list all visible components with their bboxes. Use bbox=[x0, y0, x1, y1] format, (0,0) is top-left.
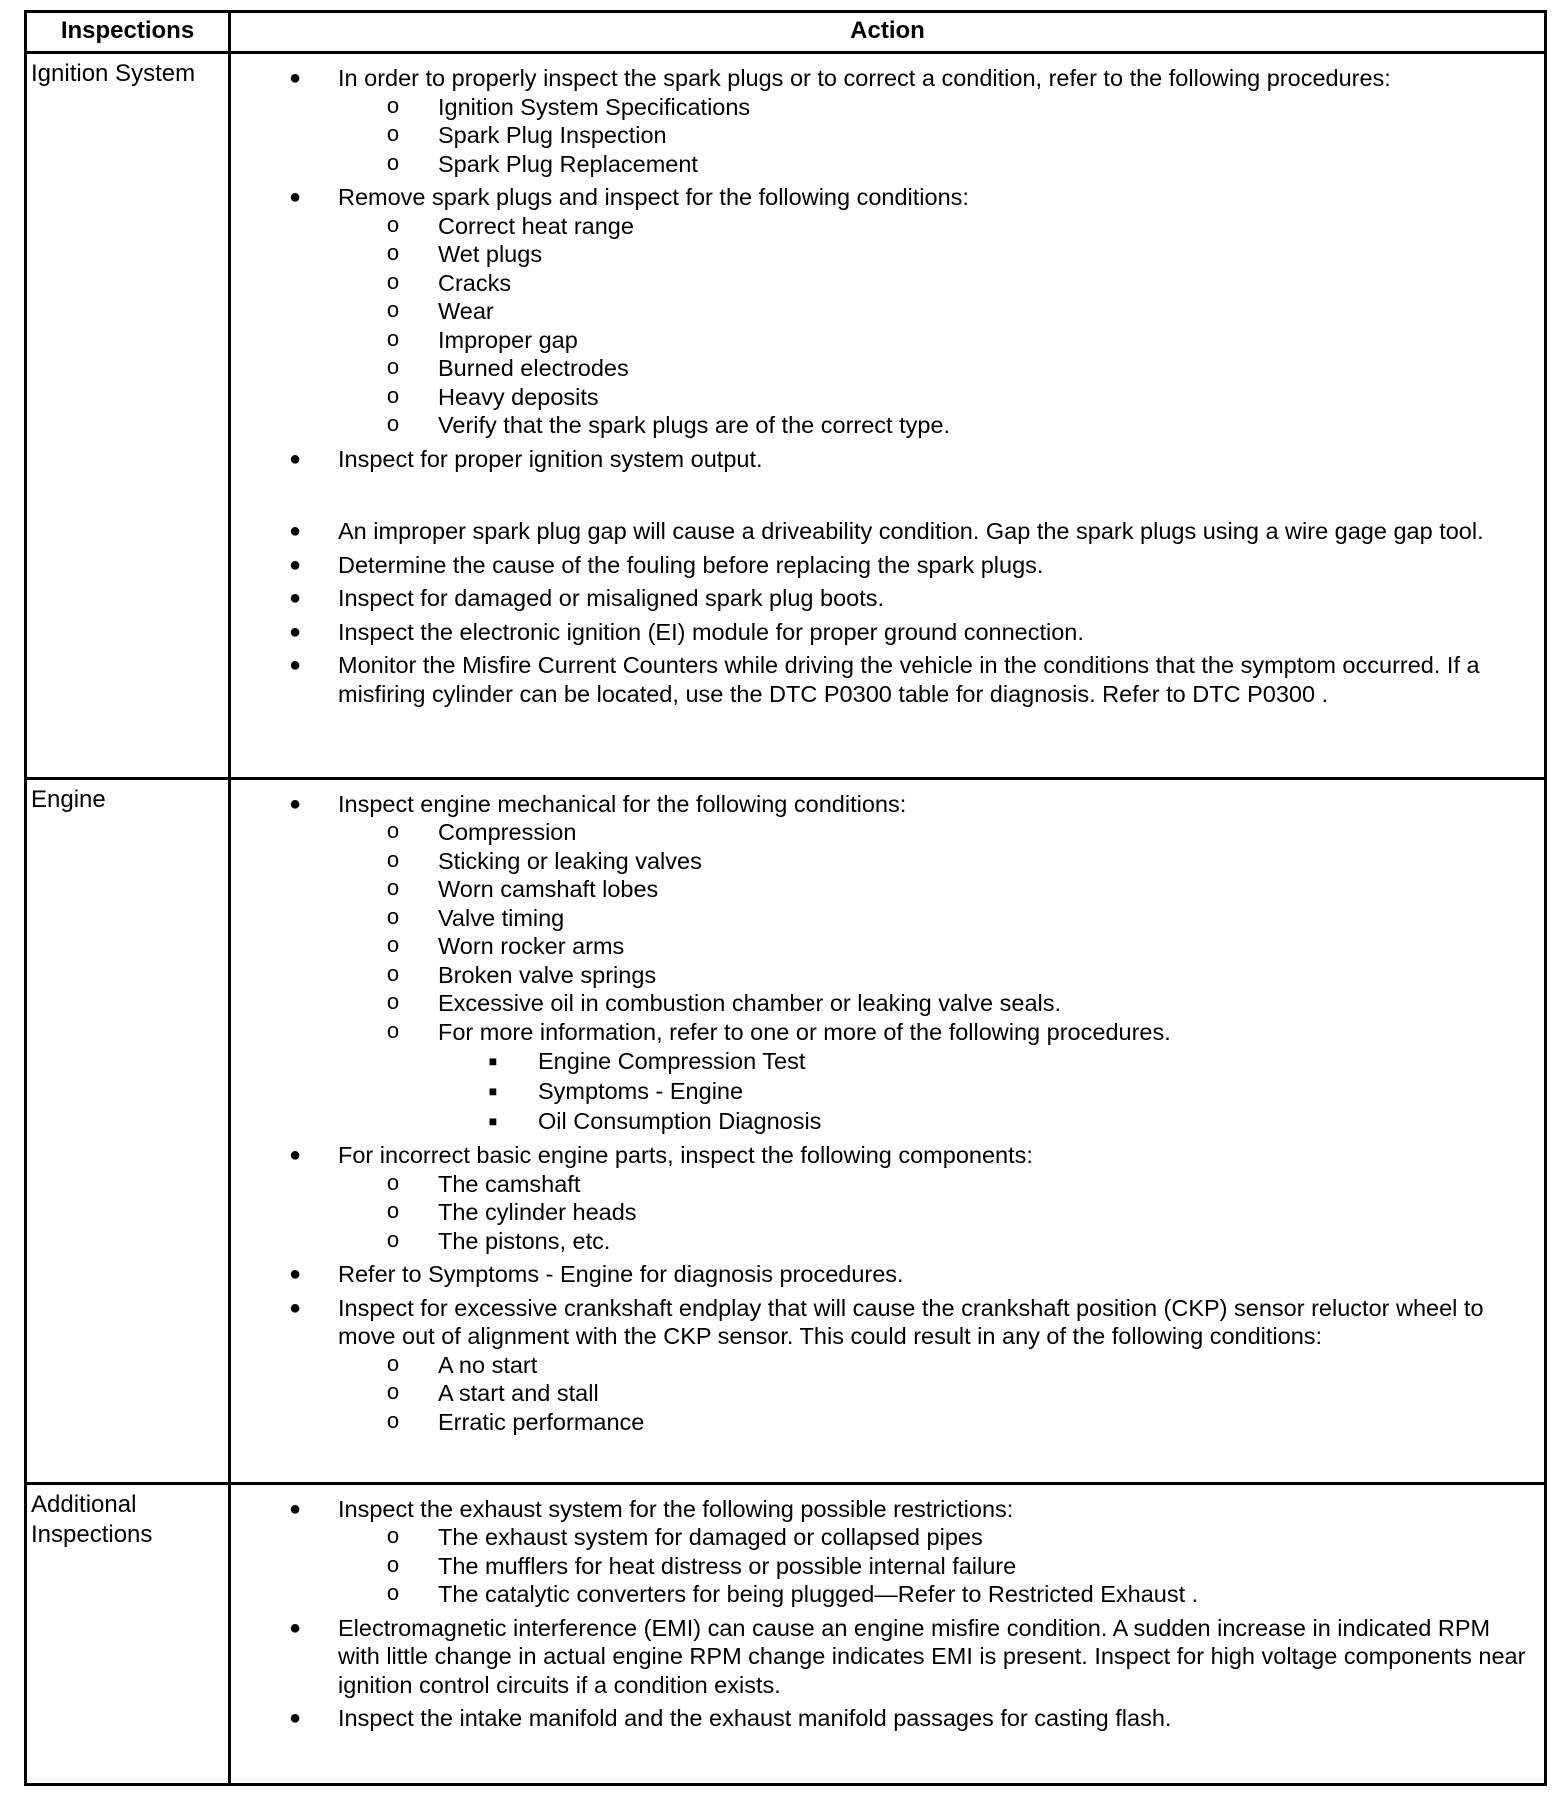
sub-item bbox=[338, 1580, 1536, 1609]
item-text: Inspect for excessive crankshaft endplay that will cause the crankshaft position (CKP) sensor reluctor wheel to move out of alignment with the CKP sensor. This could result in any of the following conditions: bbox=[338, 1294, 1484, 1349]
action-cell bbox=[230, 778, 1546, 1483]
header-row bbox=[26, 12, 1546, 53]
bullet-circle: o bbox=[386, 354, 400, 379]
sub-item bbox=[338, 326, 1536, 355]
sub-item bbox=[338, 121, 1536, 150]
bullet-square: ■ bbox=[488, 1083, 498, 1099]
sub-item-text: Broken valve springs bbox=[438, 961, 657, 988]
item-text: In order to properly inspect the spark plugs or to correct a condition, refer to the following procedures: bbox=[338, 65, 1391, 91]
bullet-disc: ● bbox=[289, 1296, 302, 1319]
item-text: Inspect the electronic ignition (EI) module for proper ground connection. bbox=[338, 618, 1084, 645]
action-list bbox=[231, 1495, 1536, 1733]
sub-item-text: Spark Plug Replacement bbox=[438, 150, 698, 177]
bullet-disc: ● bbox=[289, 1707, 302, 1730]
sub-item-text: Spark Plug Inspection bbox=[438, 122, 667, 148]
sub-list bbox=[338, 212, 1536, 440]
list-item bbox=[231, 584, 1536, 613]
header-action: Action bbox=[230, 12, 1546, 53]
bullet-circle: o bbox=[386, 1169, 400, 1195]
bullet-disc: ● bbox=[289, 1616, 302, 1639]
table-row-ignition-system bbox=[26, 53, 1546, 779]
sub-item bbox=[338, 1018, 1536, 1137]
sub-item bbox=[338, 875, 1536, 904]
sub-item-text: Sticking or leaking valves bbox=[438, 847, 702, 874]
sub-item bbox=[338, 93, 1536, 122]
sub-item bbox=[338, 1379, 1536, 1408]
action-cell bbox=[230, 53, 1546, 779]
sub-item bbox=[338, 240, 1536, 269]
sub-item bbox=[338, 961, 1536, 990]
sub-sub-item-text: Engine Compression Test bbox=[538, 1048, 806, 1074]
bullet-circle: o bbox=[386, 1523, 400, 1549]
action-list bbox=[231, 64, 1536, 708]
sub-item-text: The cylinder heads bbox=[438, 1199, 637, 1225]
sub-list bbox=[338, 93, 1536, 179]
item-text: Inspect the exhaust system for the following possible restrictions: bbox=[338, 1495, 1014, 1522]
sub-item bbox=[338, 1351, 1536, 1380]
sub-item-text: Burned electrodes bbox=[438, 355, 629, 381]
sub-list bbox=[338, 1523, 1536, 1609]
list-item bbox=[231, 1704, 1536, 1733]
item-text: An improper spark plug gap will cause a driveability condition. Gap the spark plugs using a wire gage gap tool. bbox=[338, 518, 1484, 544]
list-item bbox=[231, 1141, 1536, 1255]
sub-item bbox=[338, 1227, 1536, 1256]
sub-item bbox=[338, 411, 1536, 440]
sub-item-text: Ignition System Specifications bbox=[438, 93, 751, 120]
list-item bbox=[231, 1260, 1536, 1289]
bullet-disc: ● bbox=[289, 1497, 302, 1520]
sub-item-text: The camshaft bbox=[438, 1170, 581, 1197]
sub-item-text: Verify that the spark plugs are of the correct type. bbox=[438, 412, 951, 438]
bullet-circle: o bbox=[386, 1198, 400, 1223]
sub-list bbox=[338, 1170, 1536, 1256]
item-text: Inspect for damaged or misaligned spark plug boots. bbox=[338, 585, 885, 611]
bullet-circle: o bbox=[386, 932, 400, 957]
item-text: For incorrect basic engine parts, inspect the following components: bbox=[338, 1142, 1033, 1168]
sub-item bbox=[338, 989, 1536, 1018]
list-item bbox=[231, 64, 1536, 178]
bullet-disc: ● bbox=[289, 1263, 302, 1285]
sub-item-text: Valve timing bbox=[438, 904, 565, 931]
sub-item-text: Worn rocker arms bbox=[438, 933, 625, 959]
sub-item-text: Worn camshaft lobes bbox=[438, 876, 659, 902]
sub-item-text: Heavy deposits bbox=[438, 383, 599, 410]
sub-sub-item-text: Symptoms - Engine bbox=[538, 1078, 744, 1104]
bullet-disc: ● bbox=[289, 792, 302, 815]
action-cell bbox=[230, 1483, 1546, 1784]
bullet-disc: ● bbox=[289, 1144, 302, 1166]
sub-item-text: For more information, refer to one or more of the following procedures. bbox=[438, 1018, 1171, 1045]
sub-sub-item bbox=[438, 1046, 1536, 1076]
sub-item-text: Erratic performance bbox=[438, 1408, 645, 1435]
sub-item-text: The mufflers for heat distress or possible internal failure bbox=[438, 1552, 1017, 1579]
sub-item-text: Compression bbox=[438, 819, 577, 845]
sub-item-text: The pistons, etc. bbox=[438, 1227, 611, 1254]
list-item bbox=[231, 790, 1536, 1137]
sub-sub-item bbox=[438, 1106, 1536, 1136]
sub-item-text: Wet plugs bbox=[438, 241, 543, 267]
bullet-square: ■ bbox=[488, 1053, 498, 1069]
sub-item-text: Correct heat range bbox=[438, 212, 634, 239]
sub-sub-item-text: Oil Consumption Diagnosis bbox=[538, 1108, 822, 1134]
bullet-disc: ● bbox=[289, 587, 302, 609]
sub-item bbox=[338, 1198, 1536, 1227]
bullet-circle: o bbox=[386, 1580, 400, 1606]
bullet-disc: ● bbox=[289, 447, 302, 470]
sub-item bbox=[338, 269, 1536, 298]
bullet-circle: o bbox=[386, 1379, 400, 1404]
sub-item-text: A start and stall bbox=[438, 1380, 599, 1406]
bullet-circle: o bbox=[386, 382, 400, 408]
inspection-label: Ignition System bbox=[26, 53, 230, 779]
list-item bbox=[231, 618, 1536, 647]
item-text: Electromagnetic interference (EMI) can cause an engine misfire condition. A sudden increase in indicated RPM with little change in actual engine RPM change indicates EMI is present. Inspect for high voltage components near ignition control circuits if a condition exists. bbox=[338, 1614, 1526, 1698]
item-text: Remove spark plugs and inspect for the following conditions: bbox=[338, 184, 969, 210]
list-item bbox=[231, 651, 1536, 708]
bullet-circle: o bbox=[386, 875, 400, 900]
header-inspections: Inspections bbox=[26, 12, 230, 53]
inspection-label: Additional Inspections bbox=[26, 1483, 230, 1784]
list-item bbox=[231, 517, 1536, 546]
sub-item bbox=[338, 297, 1536, 326]
bullet-disc: ● bbox=[289, 186, 302, 208]
sub-item-text: The catalytic converters for being plugged—Refer to Restricted Exhaust . bbox=[438, 1581, 1199, 1608]
sub-item bbox=[338, 818, 1536, 847]
bullet-circle: o bbox=[386, 121, 400, 146]
sub-item-text: Excessive oil in combustion chamber or leaking valve seals. bbox=[438, 990, 1062, 1016]
sub-item bbox=[338, 150, 1536, 179]
bullet-circle: o bbox=[386, 846, 400, 872]
sub-item bbox=[338, 354, 1536, 383]
bullet-circle: o bbox=[386, 903, 400, 929]
sub-list bbox=[338, 1351, 1536, 1437]
action-list bbox=[231, 790, 1536, 1437]
sub-item bbox=[338, 383, 1536, 412]
bullet-circle: o bbox=[386, 1350, 400, 1376]
bullet-circle: o bbox=[386, 297, 400, 322]
bullet-circle: o bbox=[386, 1017, 400, 1043]
bullet-square: ■ bbox=[488, 1113, 498, 1129]
sub-item bbox=[338, 904, 1536, 933]
table-row-additional-inspections bbox=[26, 1483, 1546, 1784]
sub-item bbox=[338, 847, 1536, 876]
item-text: Inspect the intake manifold and the exhaust manifold passages for casting flash. bbox=[338, 1705, 1172, 1732]
item-text: Determine the cause of the fouling before replacing the spark plugs. bbox=[338, 551, 1044, 578]
list-item bbox=[231, 1294, 1536, 1437]
bullet-circle: o bbox=[386, 960, 400, 986]
bullet-circle: o bbox=[386, 1407, 400, 1433]
bullet-circle: o bbox=[386, 325, 400, 351]
bullet-circle: o bbox=[386, 240, 400, 265]
bullet-circle: o bbox=[386, 1226, 400, 1252]
sub-item-text: Improper gap bbox=[438, 326, 578, 353]
sub-item bbox=[338, 1552, 1536, 1581]
sub-list bbox=[338, 818, 1536, 1136]
inspection-label: Engine bbox=[26, 778, 230, 1483]
bullet-disc: ● bbox=[289, 553, 302, 576]
sub-item-text: The exhaust system for damaged or collapsed pipes bbox=[438, 1524, 983, 1551]
item-text: Inspect engine mechanical for the following conditions: bbox=[338, 790, 907, 817]
bullet-disc: ● bbox=[289, 520, 302, 542]
bullet-disc: ● bbox=[289, 654, 302, 676]
sub-item-text: A no start bbox=[438, 1351, 538, 1378]
bullet-circle: o bbox=[386, 92, 400, 118]
sub-item bbox=[338, 1408, 1536, 1437]
bullet-disc: ● bbox=[289, 620, 302, 643]
bullet-circle: o bbox=[386, 268, 400, 294]
sub-item-text: Wear bbox=[438, 298, 494, 324]
item-text: Refer to Symptoms - Engine for diagnosis procedures. bbox=[338, 1261, 904, 1287]
bullet-circle: o bbox=[386, 989, 400, 1014]
inspection-table bbox=[24, 10, 1547, 1786]
table-row-engine bbox=[26, 778, 1546, 1483]
item-text: Inspect for proper ignition system output. bbox=[338, 445, 763, 472]
sub-item-text: Cracks bbox=[438, 269, 512, 296]
item-text: Monitor the Misfire Current Counters while driving the vehicle in the conditions that the symptom occurred. If a misfiring cylinder can be located, use the DTC P0300 table for diagnosis. Refer to DTC P0300 . bbox=[338, 652, 1480, 707]
list-item bbox=[231, 183, 1536, 440]
sub-sub-item bbox=[438, 1076, 1536, 1106]
bullet-disc: ● bbox=[289, 67, 302, 89]
bullet-circle: o bbox=[386, 211, 400, 237]
sub-item bbox=[338, 1170, 1536, 1199]
bullet-circle: o bbox=[386, 818, 400, 843]
sub-sub-list bbox=[438, 1046, 1536, 1136]
sub-item bbox=[338, 932, 1536, 961]
bullet-circle: o bbox=[386, 1551, 400, 1577]
list-item bbox=[231, 1495, 1536, 1609]
list-item bbox=[231, 551, 1536, 580]
sub-item bbox=[338, 212, 1536, 241]
sub-item bbox=[338, 1523, 1536, 1552]
bullet-circle: o bbox=[386, 149, 400, 175]
list-item bbox=[231, 1614, 1536, 1700]
bullet-circle: o bbox=[386, 411, 400, 436]
list-item bbox=[231, 445, 1536, 474]
